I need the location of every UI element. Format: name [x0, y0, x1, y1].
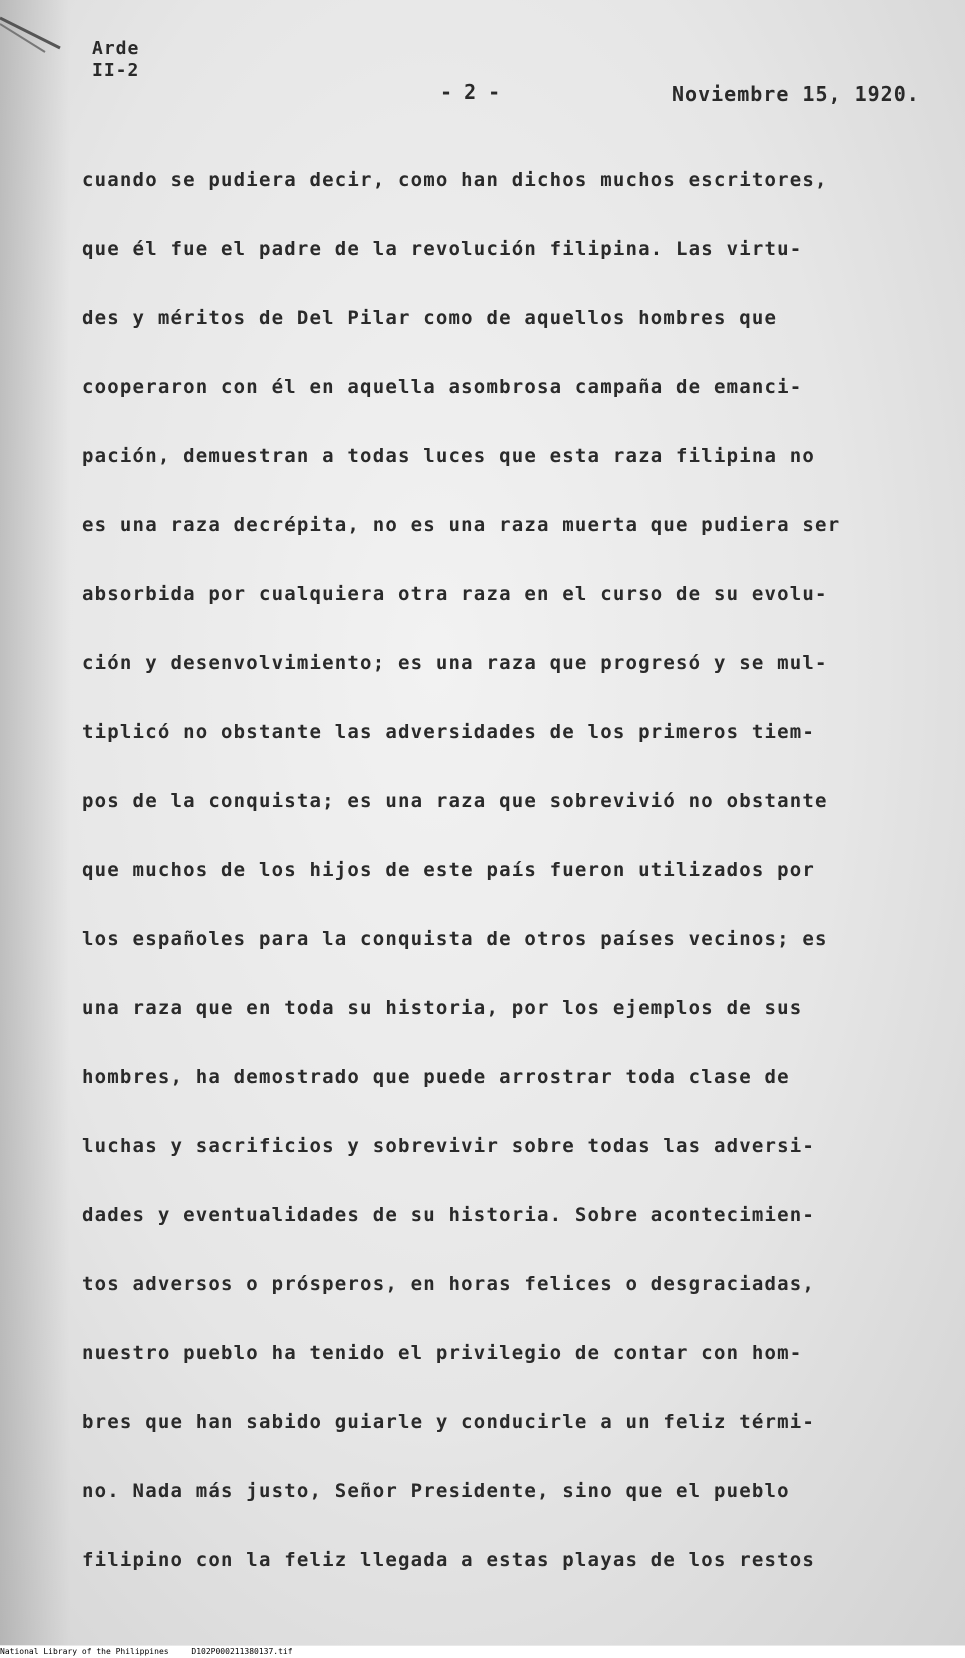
- text-line: cooperaron con él en aquella asombrosa campaña de emanci-: [82, 376, 803, 398]
- document-reference: [92, 38, 139, 82]
- text-line: bres que han sabido guiarle y conducirle a un feliz térmi-: [82, 1411, 816, 1433]
- text-line: no. Nada más justo, Señor Presidente, sino que el pueblo: [82, 1480, 790, 1502]
- file-name: D102P000211380137.tif: [191, 1647, 293, 1656]
- body-text: [82, 160, 942, 1609]
- document-date: Noviembre 15, 1920.: [672, 82, 920, 106]
- scan-footer: [0, 1646, 965, 1658]
- reference-line-1: Arde: [92, 38, 140, 59]
- text-line: tos adversos o prósperos, en horas felices o desgraciadas,: [82, 1273, 816, 1295]
- text-line: que muchos de los hijos de este país fueron utilizados por: [82, 859, 816, 881]
- text-line: des y méritos de Del Pilar como de aquellos hombres que: [82, 307, 778, 329]
- text-line: nuestro pueblo ha tenido el privilegio de contar con hom-: [82, 1342, 803, 1364]
- text-line: cuando se pudiera decir, como han dichos muchos escritores,: [82, 169, 828, 191]
- text-line: pación, demuestran a todas luces que esta raza filipina no: [82, 445, 816, 467]
- text-line: una raza que en toda su historia, por los ejemplos de sus: [82, 997, 803, 1019]
- text-line: que él fue el padre de la revolución filipina. Las virtu-: [82, 238, 803, 260]
- library-credit: National Library of the Philippines: [0, 1647, 169, 1656]
- text-line: filipino con la feliz llegada a estas playas de los restos: [82, 1549, 816, 1571]
- text-line: ción y desenvolvimiento; es una raza que progresó y se mul-: [82, 652, 828, 674]
- text-line: dades y eventualidades de su historia. Sobre acontecimien-: [82, 1204, 816, 1226]
- page-number: - 2 -: [440, 80, 501, 104]
- text-line: luchas y sacrificios y sobrevivir sobre todas las adversi-: [82, 1135, 816, 1157]
- text-line: absorbida por cualquiera otra raza en el curso de su evolu-: [82, 583, 828, 605]
- corner-fold-mark: [0, 0, 90, 60]
- page-edge-shadow: [0, 0, 70, 1645]
- text-line: hombres, ha demostrado que puede arrostrar toda clase de: [82, 1066, 790, 1088]
- text-line: tiplicó no obstante las adversidades de los primeros tiem-: [82, 721, 816, 743]
- reference-line-2: II-2: [92, 60, 140, 81]
- text-line: es una raza decrépita, no es una raza muerta que pudiera ser: [82, 514, 841, 536]
- text-line: los españoles para la conquista de otros países vecinos; es: [82, 928, 828, 950]
- text-line: pos de la conquista; es una raza que sobrevivió no obstante: [82, 790, 828, 812]
